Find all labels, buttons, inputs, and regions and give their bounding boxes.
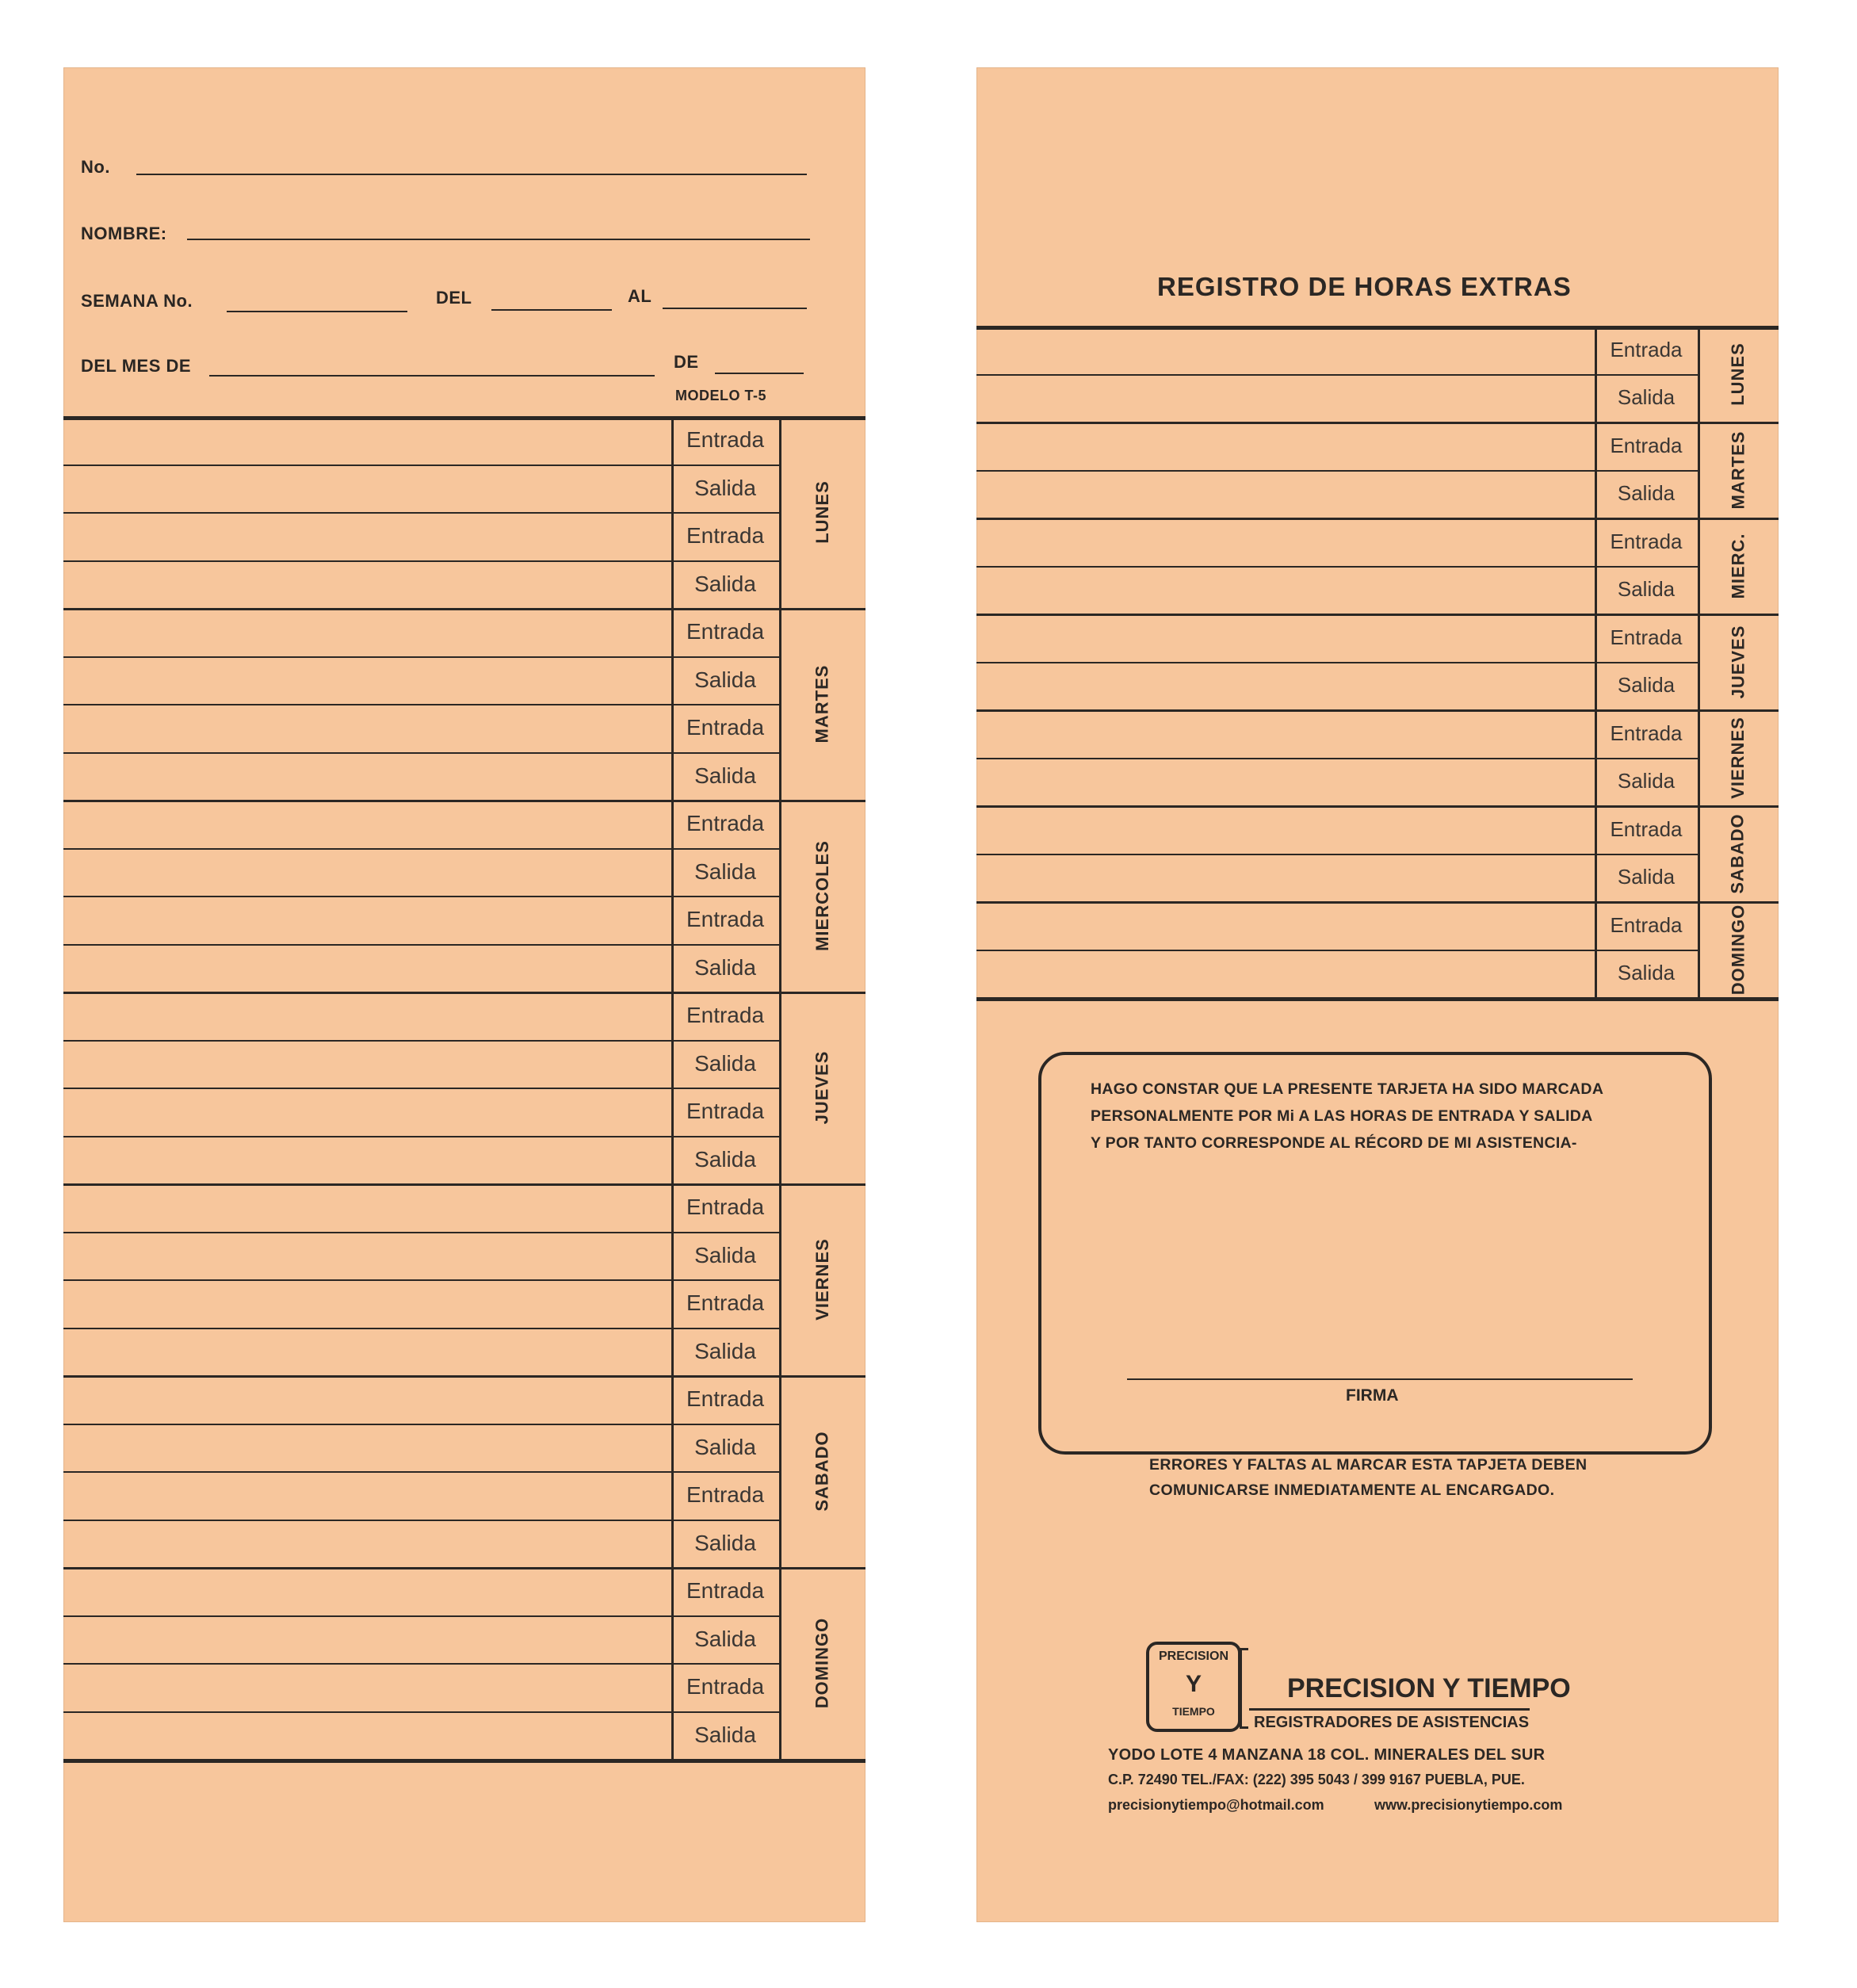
- time-entry-cell[interactable]: [63, 512, 671, 560]
- time-entry-cell[interactable]: [63, 1088, 671, 1136]
- time-slot-label: Entrada: [686, 715, 765, 740]
- day-label-sabado: [779, 1375, 865, 1567]
- time-slot-label: Entrada: [686, 1195, 765, 1220]
- time-slot-label: Entrada: [1610, 912, 1683, 937]
- time-slot-label: Entrada: [1610, 337, 1683, 361]
- time-entry-cell[interactable]: [63, 608, 671, 656]
- day-label-viernes: [1698, 709, 1779, 805]
- time-entry-cell[interactable]: [63, 560, 671, 609]
- time-slot-label: Salida: [694, 1050, 756, 1076]
- day-label-jueves: [779, 992, 865, 1183]
- logo-line-1: PRECISION: [1158, 1650, 1228, 1663]
- time-slot-label: Salida: [1617, 865, 1676, 889]
- time-entry-cell[interactable]: [63, 944, 671, 992]
- time-entry-cell[interactable]: [63, 1279, 671, 1328]
- overtime-entry-cell[interactable]: [976, 709, 1595, 758]
- overtime-entry-cell[interactable]: [976, 854, 1595, 902]
- de-label: DE: [674, 352, 699, 372]
- time-slot-label: Entrada: [1610, 721, 1683, 745]
- time-entry-cell[interactable]: [63, 1520, 671, 1568]
- time-slot-label: Entrada: [686, 811, 765, 836]
- overtime-entry-cell[interactable]: [976, 614, 1595, 662]
- overtime-title: REGISTRO DE HORAS EXTRAS: [1157, 272, 1572, 301]
- del-label: DEL: [436, 288, 472, 308]
- time-slot-label: Salida: [694, 954, 756, 980]
- time-entry-cell[interactable]: [63, 1615, 671, 1664]
- day-name: MIERCOLES: [812, 840, 832, 951]
- overtime-entry-cell[interactable]: [976, 950, 1595, 998]
- time-entry-cell[interactable]: [63, 416, 671, 465]
- logo-line-3: TIEMPO: [1172, 1705, 1215, 1718]
- declaration-box: [1038, 1052, 1712, 1455]
- time-entry-cell[interactable]: [63, 992, 671, 1040]
- time-slot-label: Salida: [1617, 577, 1676, 602]
- overtime-entry-cell[interactable]: [976, 662, 1595, 710]
- time-entry-cell[interactable]: [63, 1328, 671, 1376]
- column-divider: [779, 416, 781, 1759]
- company-name: PRECISION Y TIEMPO: [1287, 1673, 1571, 1703]
- al-label: AL: [628, 286, 652, 306]
- time-slot-label: Entrada: [686, 619, 765, 644]
- time-slot-label: Salida: [1617, 385, 1676, 410]
- de-field[interactable]: [715, 373, 804, 374]
- company-divider: [1249, 1708, 1530, 1711]
- day-name: MIERC.: [1728, 533, 1748, 598]
- day-name: LUNES: [812, 480, 832, 544]
- semana-label: SEMANA No.: [81, 291, 193, 311]
- time-slot-label: Entrada: [686, 1578, 765, 1604]
- time-slot-label: Salida: [694, 1338, 756, 1363]
- firma-line[interactable]: [1127, 1378, 1633, 1380]
- overtime-entry-cell[interactable]: [976, 326, 1595, 374]
- company-tagline: REGISTRADORES DE ASISTENCIAS: [1254, 1714, 1530, 1731]
- day-label-sabado: [1698, 805, 1779, 901]
- time-entry-cell[interactable]: [63, 465, 671, 513]
- day-name: LUNES: [1728, 342, 1748, 406]
- time-slot-label: Entrada: [686, 1674, 765, 1699]
- time-entry-cell[interactable]: [63, 1040, 671, 1088]
- time-slot-label: Entrada: [1610, 625, 1683, 649]
- time-entry-cell[interactable]: [63, 752, 671, 801]
- nombre-label: NOMBRE:: [81, 224, 167, 243]
- time-slot-label: Entrada: [686, 523, 765, 549]
- errors-line-2: COMUNICARSE INMEDIATAMENTE AL ENCARGADO.: [1149, 1481, 1555, 1499]
- time-slot-label: Salida: [694, 1242, 756, 1267]
- time-entry-cell[interactable]: [63, 1663, 671, 1711]
- day-label-jueves: [1698, 614, 1779, 709]
- day-name: JUEVES: [812, 1050, 832, 1125]
- company-logo: [1146, 1642, 1241, 1732]
- time-slot-label: Salida: [694, 1434, 756, 1459]
- time-slot-label: Entrada: [686, 1290, 765, 1316]
- time-slot-label: Salida: [694, 1722, 756, 1747]
- overtime-entry-cell[interactable]: [976, 805, 1595, 854]
- time-entry-cell[interactable]: [63, 1232, 671, 1280]
- column-divider: [671, 416, 674, 1759]
- company-email[interactable]: precisionytiempo@hotmail.com: [1108, 1797, 1324, 1813]
- time-slot-label: Entrada: [1610, 529, 1683, 553]
- day-name: DOMINGO: [812, 1617, 832, 1709]
- time-slot-label: Salida: [1617, 481, 1676, 506]
- day-label-miercoles: [779, 800, 865, 992]
- day-name: VIERNES: [812, 1238, 832, 1321]
- day-name: DOMINGO: [1728, 904, 1748, 995]
- time-entry-cell[interactable]: [63, 1136, 671, 1184]
- time-slot-label: Salida: [694, 667, 756, 692]
- time-slot-label: Salida: [694, 858, 756, 884]
- day-separator: [63, 1759, 865, 1763]
- time-slot-label: Salida: [1617, 769, 1676, 793]
- day-separator: [976, 997, 1779, 1001]
- overtime-entry-cell[interactable]: [976, 566, 1595, 614]
- time-entry-cell[interactable]: [63, 1375, 671, 1424]
- firma-label: FIRMA: [1346, 1386, 1399, 1405]
- semana-field[interactable]: [227, 311, 407, 312]
- time-slot-label: Salida: [694, 1146, 756, 1172]
- overtime-entry-cell[interactable]: [976, 374, 1595, 422]
- day-name: MARTES: [1727, 430, 1748, 509]
- errors-line-1: ERRORES Y FALTAS AL MARCAR ESTA TAPJETA DEBEN: [1149, 1456, 1588, 1474]
- time-slot-label: Entrada: [686, 427, 765, 453]
- time-entry-cell[interactable]: [63, 1424, 671, 1472]
- time-entry-cell[interactable]: [63, 896, 671, 944]
- day-name: SABADO: [1728, 812, 1748, 894]
- declaration-text: HAGO CONSTAR QUE LA PRESENTE TARJETA HA SIDO MARCADA PERSONALMENTE POR Mi A LAS HORAS DE ENTRADA Y SALIDA Y POR TANTO CORRESPONDE AL RÉCORD DE MI ASISTENCIA-: [1091, 1080, 1604, 1152]
- address-line-2: C.P. 72490 TEL./FAX: (222) 395 5043 / 399 9167 PUEBLA, PUE.: [1108, 1772, 1525, 1787]
- del-field[interactable]: [491, 309, 612, 311]
- time-slot-label: Entrada: [686, 1003, 765, 1028]
- modelo-label: MODELO T-5: [675, 388, 767, 403]
- time-entry-cell[interactable]: [63, 1711, 671, 1760]
- day-name: VIERNES: [1728, 716, 1748, 799]
- overtime-entry-cell[interactable]: [976, 901, 1595, 950]
- time-entry-cell[interactable]: [63, 848, 671, 897]
- day-label-domingo: [779, 1567, 865, 1759]
- column-divider: [1698, 326, 1700, 997]
- logo-line-2: Y: [1185, 1671, 1202, 1697]
- time-entry-cell[interactable]: [63, 656, 671, 705]
- front-time-card: [63, 67, 865, 1922]
- overtime-entry-cell[interactable]: [976, 470, 1595, 518]
- address-line-1: YODO LOTE 4 MANZANA 18 COL. MINERALES DEL SUR: [1108, 1746, 1546, 1764]
- day-label-martes: [779, 608, 865, 800]
- day-name: MARTES: [812, 664, 832, 744]
- no-label: No.: [81, 157, 110, 177]
- day-label-mierc: [1698, 518, 1779, 614]
- time-entry-cell[interactable]: [63, 1567, 671, 1615]
- time-slot-label: Salida: [694, 475, 756, 500]
- day-label-viernes: [779, 1183, 865, 1375]
- overtime-table: [976, 326, 1779, 1006]
- company-website[interactable]: www.precisionytiempo.com: [1374, 1797, 1563, 1813]
- time-slot-label: Entrada: [686, 1482, 765, 1508]
- front-attendance-table: [63, 416, 865, 1787]
- time-slot-label: Salida: [1617, 961, 1676, 985]
- time-slot-label: Salida: [694, 1530, 756, 1555]
- time-entry-cell[interactable]: [63, 800, 671, 848]
- day-name: JUEVES: [1727, 625, 1748, 698]
- back-time-card: [976, 67, 1779, 1922]
- al-field[interactable]: [663, 308, 807, 309]
- overtime-entry-cell[interactable]: [976, 518, 1595, 566]
- mes-field[interactable]: [209, 375, 655, 377]
- time-entry-cell[interactable]: [63, 704, 671, 752]
- overtime-entry-cell[interactable]: [976, 758, 1595, 806]
- time-slot-label: Entrada: [1610, 816, 1683, 841]
- time-slot-label: Salida: [1617, 673, 1676, 698]
- time-slot-label: Entrada: [686, 1099, 765, 1124]
- day-label-domingo: [1698, 901, 1779, 997]
- day-label-martes: [1698, 422, 1779, 518]
- time-slot-label: Salida: [694, 571, 756, 596]
- time-slot-label: Entrada: [686, 907, 765, 932]
- time-slot-label: Entrada: [686, 1386, 765, 1412]
- time-slot-label: Salida: [694, 763, 756, 788]
- time-entry-cell[interactable]: [63, 1183, 671, 1232]
- nombre-field[interactable]: [187, 239, 810, 240]
- del-mes-label: DEL MES DE: [81, 356, 192, 376]
- day-label-lunes: [1698, 326, 1779, 422]
- time-slot-label: Entrada: [1610, 433, 1683, 457]
- column-divider: [1595, 326, 1597, 997]
- overtime-entry-cell[interactable]: [976, 422, 1595, 470]
- no-field[interactable]: [136, 174, 807, 175]
- time-entry-cell[interactable]: [63, 1471, 671, 1520]
- time-slot-label: Salida: [694, 1626, 756, 1651]
- day-label-lunes: [779, 416, 865, 608]
- day-name: SABADO: [812, 1431, 832, 1512]
- logo-bracket: [1240, 1648, 1248, 1729]
